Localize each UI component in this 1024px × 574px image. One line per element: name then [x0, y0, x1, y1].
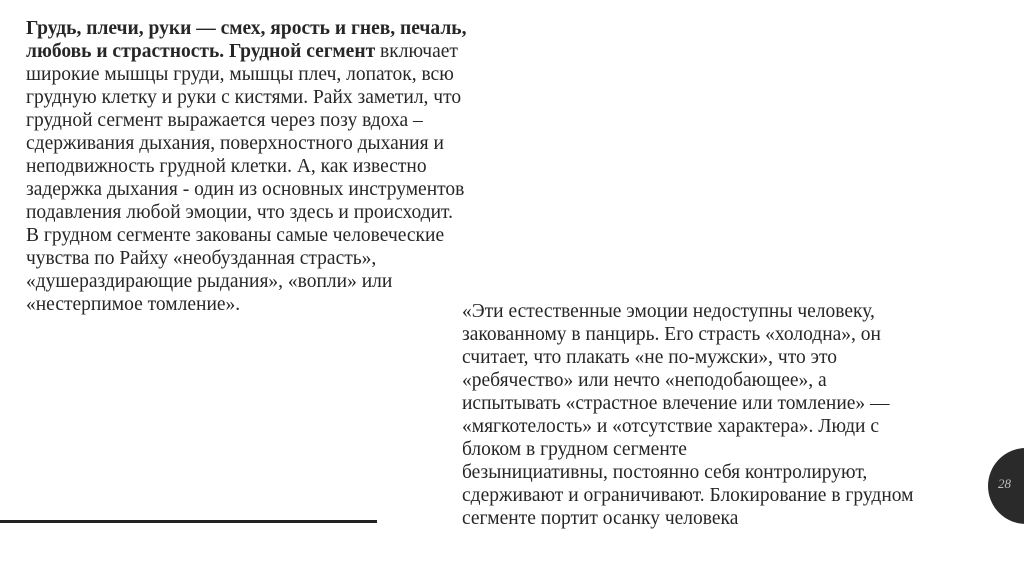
- page-number: 28: [998, 476, 1011, 491]
- right-paragraph-quote: «Эти естественные эмоции недоступны человеку, закованному в панцирь. Его страсть «холодна», он считает, что плакать «не по-мужски», что это «ребячество» или нечто «неподобающее», а испытывать «страстное влечение или томление» — «мягкотелость» и «отсутствие характера». Люди с блоком в грудном сегменте безынициативны, постоянно себя контролируют, сдерживают и ограничивают. Блокирование в грудном сегменте портит осанку человека: [462, 301, 914, 529]
- left-paragraph-body: включает широкие мышцы груди, мышцы плеч, лопаток, всю грудную клетку и руки с кистями. Райх заметил, что грудной сегмент выражается через позу вдоха – сдерживания дыхания, поверхностного дыхания и неподвижность грудной клетки. А, как известно задержка дыхания - один из основных инструментов подавления любой эмоции, что здесь и происходит. В грудном сегменте закованы самые человеческие чувства по Райху «необузданная страсть», «душераздирающие рыдания», «вопли» или «нестерпимое томление».: [26, 41, 465, 315]
- left-paragraph-lead: Грудь, плечи, руки — смех, ярость и гнев, печаль, любовь и страстность. Грудной сегмент: [26, 18, 467, 62]
- horizontal-rule: [0, 520, 377, 523]
- page-number-badge: [988, 448, 1024, 524]
- left-paragraph: [26, 17, 526, 316]
